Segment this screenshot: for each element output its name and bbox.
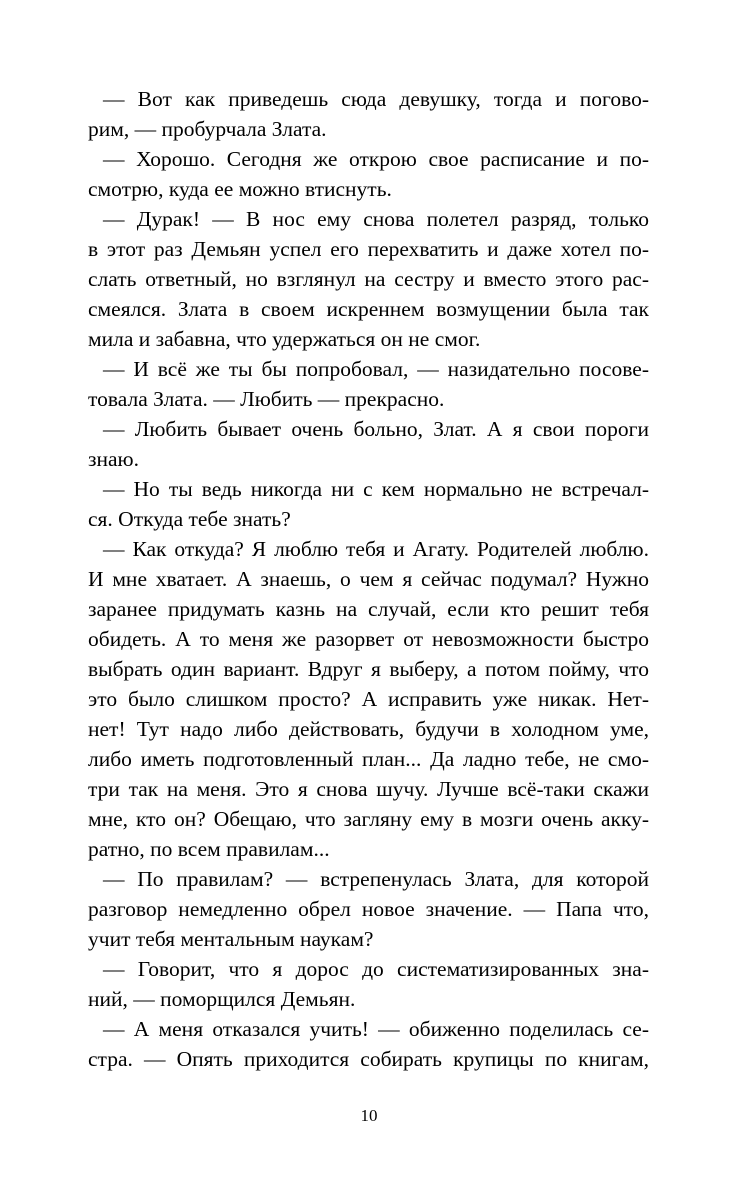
paragraph bbox=[88, 84, 649, 144]
paragraph bbox=[88, 1014, 649, 1074]
text-line: мила и забавна, что удержаться он не смог. bbox=[88, 327, 481, 351]
paragraph bbox=[88, 414, 649, 474]
text-line: в этот раз Демьян успел его перехватить и даже хотел по- bbox=[88, 237, 649, 261]
text-line: — Как откуда? Я люблю тебя и Агату. Родителей люблю. bbox=[103, 537, 649, 561]
text-line: ся. Откуда тебе знать? bbox=[88, 507, 291, 531]
text-line: — Но ты ведь никогда ни с кем нормально не встречал- bbox=[103, 477, 649, 501]
text-line: учит тебя ментальным наукам? bbox=[88, 927, 374, 951]
text-line: — Говорит, что я дорос до систематизированных зна- bbox=[103, 957, 649, 981]
text-line: нет! Тут надо либо действовать, будучи в холодном уме, bbox=[88, 717, 649, 741]
text-line: И мне хватает. А знаешь, о чем я сейчас подумал? Нужно bbox=[88, 567, 649, 591]
text-line: — Хорошо. Сегодня же открою свое расписание и по- bbox=[103, 147, 649, 171]
text-line: разговор немедленно обрел новое значение. — Папа что, bbox=[88, 897, 649, 921]
text-line: стра. — Опять приходится собирать крупицы по книгам, bbox=[88, 1047, 649, 1071]
paragraph bbox=[88, 474, 649, 534]
paragraph bbox=[88, 864, 649, 954]
text-line: — По правилам? — встрепенулась Злата, для которой bbox=[103, 867, 649, 891]
text-line: — А меня отказался учить! — обиженно поделилась се- bbox=[103, 1017, 649, 1041]
text-line: — Дурак! — В нос ему снова полетел разряд, только bbox=[103, 207, 649, 231]
text-line: рим, — пробурчала Злата. bbox=[88, 117, 327, 141]
text-line: товала Злата. — Любить — прекрасно. bbox=[88, 387, 445, 411]
text-line: ратно, по всем правилам... bbox=[88, 837, 330, 861]
text-line: мне, кто он? Обещаю, что загляну ему в мозги очень акку- bbox=[88, 807, 649, 831]
text-line: смотрю, куда ее можно втиснуть. bbox=[88, 177, 392, 201]
text-line: либо иметь подготовленный план... Да ладно тебе, не смо- bbox=[88, 747, 649, 771]
paragraph bbox=[88, 204, 649, 354]
paragraph bbox=[88, 144, 649, 204]
text-line: смеялся. Злата в своем искреннем возмущении была так bbox=[88, 297, 649, 321]
text-line: обидеть. А то меня же разорвет от невозможности быстро bbox=[88, 627, 649, 651]
paragraph bbox=[88, 954, 649, 1014]
text-line: выбрать один вариант. Вдруг я выберу, а потом пойму, что bbox=[88, 657, 649, 681]
text-line: три так на меня. Это я снова шучу. Лучше всё-таки скажи bbox=[88, 777, 649, 801]
body-text bbox=[88, 84, 649, 1074]
text-line: слать ответный, но взглянул на сестру и вместо этого рас- bbox=[88, 267, 649, 291]
text-line: знаю. bbox=[88, 447, 139, 471]
text-line: — И всё же ты бы попробовал, — назидательно посове- bbox=[103, 357, 649, 381]
text-line: ний, — поморщился Демьян. bbox=[88, 987, 356, 1011]
text-line: заранее придумать казнь на случай, если кто решит тебя bbox=[88, 597, 649, 621]
text-line: это было слишком просто? А исправить уже никак. Нет- bbox=[88, 687, 649, 711]
paragraph bbox=[88, 354, 649, 414]
text-line: — Любить бывает очень больно, Злат. А я свои пороги bbox=[103, 417, 649, 441]
page-number: 10 bbox=[360, 1106, 378, 1125]
text-line: — Вот как приведешь сюда девушку, тогда и погово- bbox=[103, 87, 649, 111]
paragraph bbox=[88, 534, 649, 864]
